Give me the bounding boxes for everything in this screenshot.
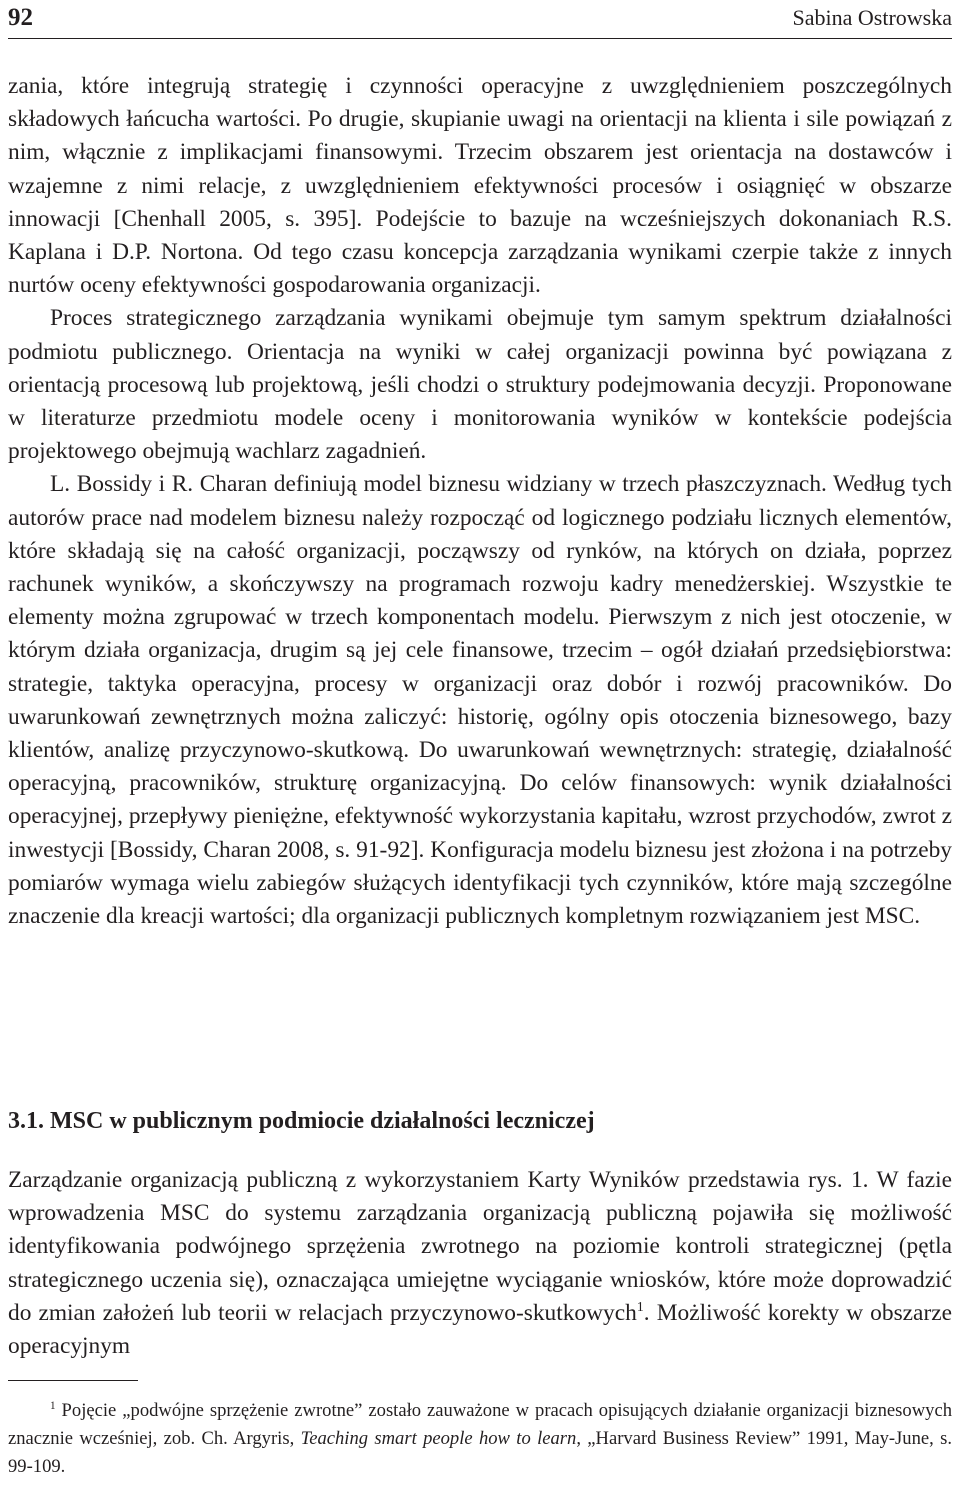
footnote-text-end: , „Harvard Business Review” 1991, May-June, s. 99-109. [8,1428,953,1477]
page-header [8,4,952,34]
footnote-number: 1 [50,1399,56,1412]
running-head-author: Sabina Ostrowska [792,5,952,30]
paragraph-1: zania, które integrują strategię i czynności operacyjne z uwzględnieniem poszczególnych składowych łańcucha wartości. Po drugie, skupianie uwagi na orientacji na klienta i sile powiązań z nim, włącznie z implikacjami finansowymi. Trzecim obszarem jest orientacja na dostawców i wzajemne z nimi relacje, z uwzględnieniem efektywności procesów i osiągnięć w obszarze innowacji [Chenhall 2005, s. 395]. Podejście to bazuje na wcześniejszych dokonaniach R.S. Kaplana i D.P. Nortona. Od tego czasu koncepcja zarządzania wynikami czerpie także z innych nurtów oceny efektywności gospodarowania organizacji. [8,73,952,299]
section-paragraph [8,1164,952,1363]
footnote-rule [8,1380,138,1381]
footnote-reference: 1 [636,1299,644,1316]
section-paragraph-text: Zarządzanie organizacją publiczną z wykorzystaniem Karty Wyników przedstawia rys. 1. W fazie wprowadzenia MSC do systemu zarządzania organizacją publiczną pojawiła się możliwość identyfikowania podwójnego sprzężenia zwrotnego na poziomie kontroli strategicznej (pętla strategicznego uczenia się), oznaczająca umiejętne wyciąganie wniosków, które może doprowadzić do zmian założeń lub teorii w relacjach przyczynowo-skutkowych [8,1167,952,1326]
footnote [8,1397,952,1481]
footnote-cited-title: Teaching smart people how to learn [300,1428,577,1449]
section-heading: 3.1. MSC w publicznym podmiocie działalności leczniczej [8,1108,595,1134]
section-text [8,1164,952,1363]
footnote-text-start: Pojęcie „podwójne sprzężenie zwrotne” zostało zauważone w pracach opisujących działanie organizacji biznesowych znacznie wcześniej, zob. Ch. Argyris, [8,1400,952,1449]
paragraph-2: Proces strategicznego zarządzania wynikami obejmuje tym samym spektrum działalności podmiotu publicznego. Orientacja na wyniki w całej organizacji powinna być powiązana z orientacją procesową lub projektową, jeśli chodzi o struktury podejmowania decyzji. Proponowane w literaturze przedmiotu modele oceny i monitorowania wyników w kontekście podejścia projektowego obejmują wachlarz zagadnień. [8,305,952,465]
page-number: 92 [8,4,33,31]
header-rule [8,38,952,39]
paragraph-3: L. Bossidy i R. Charan definiują model biznesu widziany w trzech płaszczyznach. Według tych autorów prace nad modelem biznesu należy rozpocząć od logicznego podziału licznych elementów, które składają się na całość organizacji, począwszy od rynków, na których on działa, poprzez rachunek wyników, a skończywszy na programach rozwoju kadry menedżerskiej. Wszystkie te elementy można zgrupować w trzech komponentach modelu. Pierwszym z nich jest otoczenie, w którym działa organizacja, drugim są jej cele finansowe, trzecim – ogół działań przedsiębiorstwa: strategie, taktyka operacyjna, procesy w organizacji oraz dobór i rozwój pracowników. Do uwarunkowań zewnętrznych można zaliczyć: historię, ogólny opis otoczenia biznesowego, bazy klientów, analizę przyczynowo-skutkową. Do uwarunkowań wewnętrznych: strategię, działalność operacyjną, pracowników, strukturę organizacyjną. Do celów finansowych: wynik działalności operacyjnej, przepływy pieniężne, efektywność wykorzystania kapitału, wzrost przychodów, zwrot z inwestycji [Bossidy, Charan 2008, s. 91-92]. Konfiguracja modelu biznesu jest złożona i na potrzeby pomiarów wymaga wielu zabiegów służących identyfikacji tych czynników, które mają szczególne znaczenie dla kreacji wartości; dla organizacji publicznych kompletnym rozwiązaniem jest MSC. [8,471,952,930]
section-paragraph-continuation: . Możliwość korekty w obszarze operacyjnym [8,1299,952,1360]
footnote-text [8,1397,952,1481]
main-text [8,70,952,933]
